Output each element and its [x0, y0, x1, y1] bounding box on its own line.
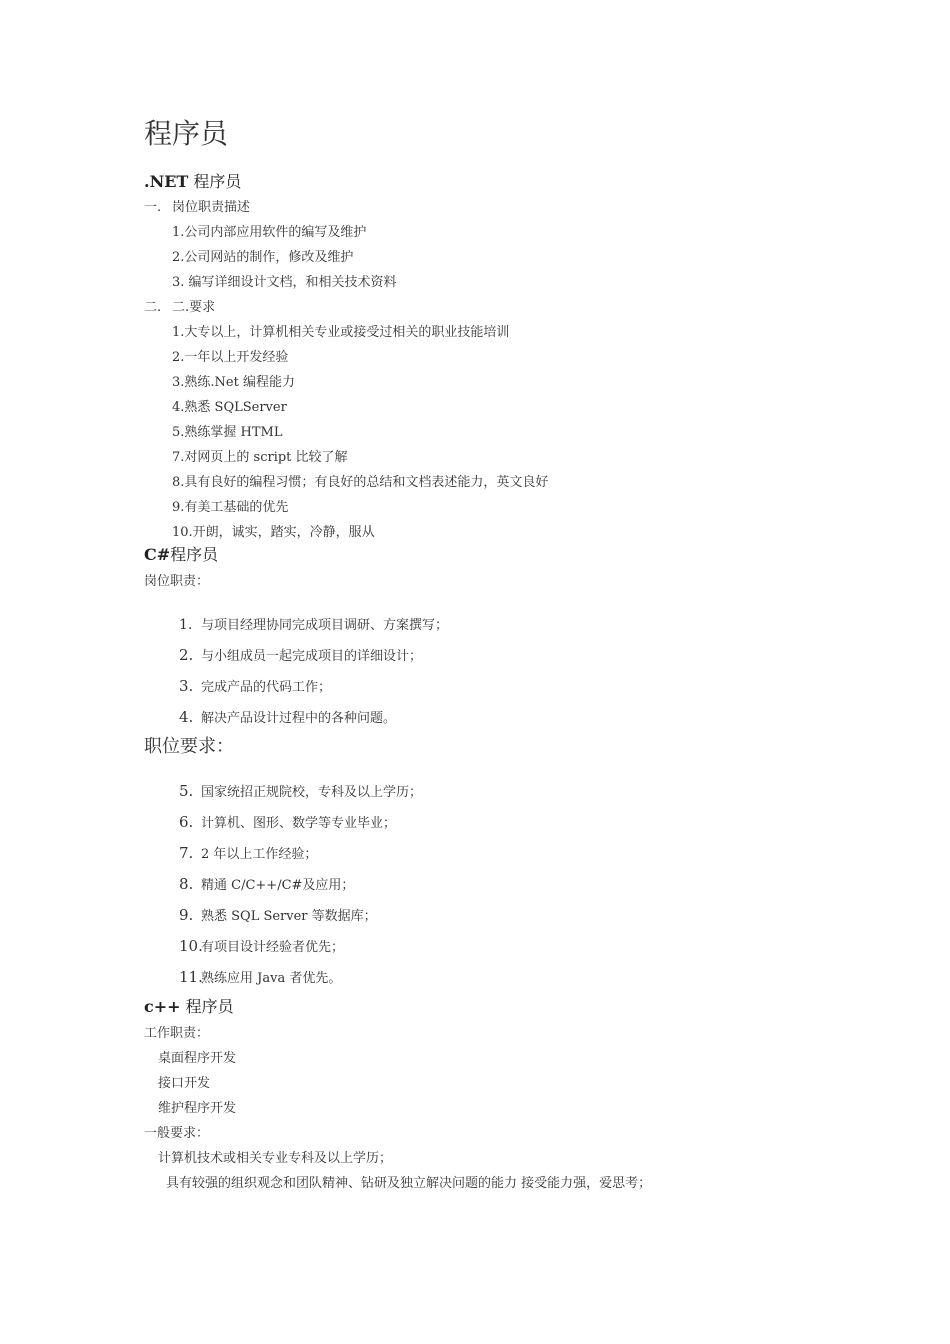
list-text: 完成产品的代码工作； — [201, 680, 332, 695]
list-text: 解决产品设计过程中的各种问题。 — [201, 711, 397, 726]
list-number: 2. — [179, 646, 194, 664]
net-duty-item: 1.公司内部应用软件的编写及维护 — [172, 225, 367, 240]
page-title: 程序员 — [144, 117, 229, 150]
net-req-item: 7.对网页上的 script 比较了解 — [172, 450, 348, 465]
csharp-req-item — [179, 874, 354, 893]
cpp-req-item: 计算机技术或相关专业专科及以上学历； — [158, 1151, 393, 1166]
cpp-heading — [144, 994, 234, 1017]
list-text: 计算机、图形、数学等专业毕业； — [201, 816, 397, 831]
net-req-item: 10.开朗，诚实，踏实，冷静，服从 — [172, 525, 375, 540]
list-number: 10. — [179, 937, 203, 955]
csharp-heading-bold: C# — [144, 545, 171, 564]
list-text: 与项目经理协同完成项目调研、方案撰写； — [201, 618, 449, 633]
cpp-duty-item: 桌面程序开发 — [158, 1051, 237, 1066]
csharp-req-item — [179, 812, 396, 831]
net-req-item: 2.一年以上开发经验 — [172, 350, 289, 365]
net-section1-marker: 一. — [144, 200, 162, 215]
csharp-duty-item — [179, 614, 448, 633]
csharp-duty-item — [179, 707, 396, 726]
cpp-heading-rest: 程序员 — [180, 997, 234, 1016]
list-text: 2 年以上工作经验； — [201, 847, 318, 862]
cpp-duty-item: 接口开发 — [158, 1076, 211, 1091]
net-section2-label: 二.要求 — [172, 300, 216, 315]
net-heading-bold: .NET — [144, 172, 189, 191]
list-number: 1. — [179, 617, 193, 633]
list-text: 与小组成员一起完成项目的详细设计； — [201, 649, 423, 664]
net-heading — [144, 169, 241, 192]
csharp-heading-rest: 程序员 — [170, 545, 219, 564]
list-number: 11. — [179, 968, 203, 986]
net-req-item: 9.有美工基础的优先 — [172, 500, 289, 515]
list-text: 国家统招正规院校，专科及以上学历； — [201, 785, 423, 800]
csharp-req-item — [179, 967, 341, 986]
net-req-item: 8.具有良好的编程习惯；有良好的总结和文档表述能力，英文良好 — [172, 475, 549, 490]
list-text: 精通 C/C++/C#及应用； — [201, 878, 355, 893]
net-section2-marker: 二. — [144, 300, 162, 315]
net-heading-rest: 程序员 — [188, 172, 242, 191]
cpp-duty-label: 工作职责： — [144, 1026, 210, 1041]
csharp-req-heading: 职位要求： — [144, 736, 234, 757]
list-text: 有项目设计经验者优先； — [201, 940, 345, 955]
net-req-item: 5.熟练掌握 HTML — [172, 425, 283, 440]
list-text: 熟练应用 Java 者优先。 — [201, 971, 342, 986]
csharp-req-item — [179, 781, 422, 800]
csharp-duty-item — [179, 645, 422, 664]
csharp-duty-label: 岗位职责： — [144, 574, 210, 589]
list-number: 8. — [179, 875, 194, 893]
net-section1-label: 岗位职责描述 — [172, 200, 251, 215]
cpp-heading-bold: c++ — [144, 997, 181, 1016]
net-duty-item: 2.公司网站的制作，修改及维护 — [172, 250, 354, 265]
csharp-req-item — [179, 905, 377, 924]
cpp-duty-item: 维护程序开发 — [158, 1101, 237, 1116]
list-number: 6. — [179, 813, 194, 831]
csharp-req-item — [179, 843, 317, 862]
list-number: 9. — [179, 906, 194, 924]
list-text: 熟悉 SQL Server 等数据库； — [201, 909, 377, 924]
cpp-req-label: 一般要求： — [144, 1126, 210, 1141]
list-number: 3. — [179, 677, 194, 695]
list-number: 7. — [179, 844, 194, 862]
net-req-item: 4.熟悉 SQLServer — [172, 400, 287, 415]
net-req-item: 1.大专以上，计算机相关专业或接受过相关的职业技能培训 — [172, 325, 510, 340]
list-number: 4. — [179, 708, 194, 726]
csharp-heading — [144, 542, 218, 565]
csharp-duty-item — [179, 676, 331, 695]
list-number: 5. — [179, 782, 194, 800]
net-req-item: 3.熟练.Net 编程能力 — [172, 375, 295, 390]
cpp-req-item: 具有较强的组织观念和团队精神、钻研及独立解决问题的能力 接受能力强，爱思考； — [166, 1176, 652, 1191]
net-duty-item: 3. 编写详细设计文档，和相关技术资料 — [172, 275, 397, 290]
csharp-req-item — [179, 936, 344, 955]
